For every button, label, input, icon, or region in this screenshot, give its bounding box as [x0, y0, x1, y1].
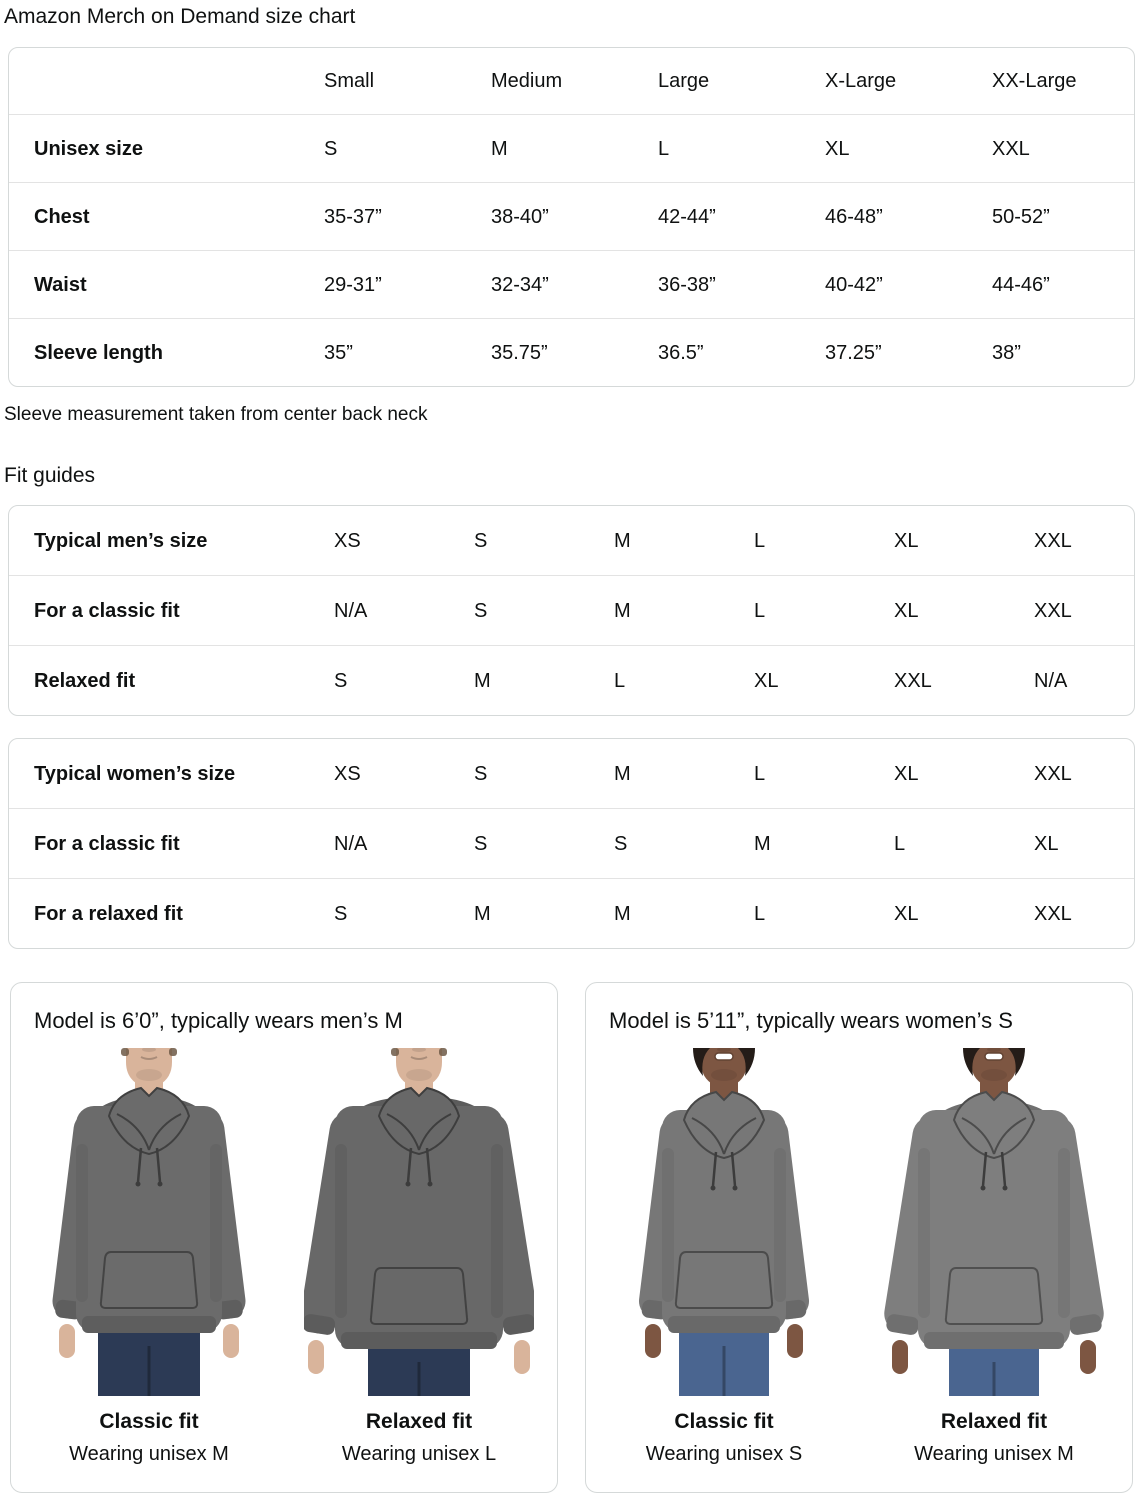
- wearing-label: Wearing unisex S: [645, 1443, 803, 1465]
- size-value: M: [614, 902, 631, 925]
- size-value: XL: [894, 902, 919, 925]
- model-photo-svg: [304, 1048, 534, 1396]
- size-value: S: [334, 902, 348, 925]
- model-cards: [10, 982, 1133, 1493]
- size-value: S: [474, 599, 488, 622]
- table-row: [9, 739, 1134, 808]
- table-row: [9, 575, 1134, 645]
- size-value: 50-52”: [992, 205, 1050, 228]
- size-value: S: [474, 762, 488, 785]
- size-value: XL: [894, 762, 919, 785]
- size-value: L: [754, 762, 766, 785]
- size-value: L: [754, 529, 766, 552]
- size-value: M: [614, 762, 631, 785]
- wearing-label: Wearing unisex M: [914, 1443, 1074, 1465]
- size-value: N/A: [334, 599, 368, 622]
- size-value: M: [474, 902, 491, 925]
- model-photo: [609, 1048, 839, 1396]
- model-figure: [606, 1048, 842, 1466]
- row-label: For a relaxed fit: [34, 902, 183, 925]
- size-value: 36-38”: [658, 273, 716, 296]
- mens-fit-guide-table: [8, 505, 1135, 716]
- size-value: 46-48”: [825, 205, 883, 228]
- table-row: [9, 114, 1134, 182]
- row-label: For a classic fit: [34, 599, 180, 622]
- size-value: XS: [334, 762, 361, 785]
- table-row: [9, 250, 1134, 318]
- table-row: [9, 318, 1134, 386]
- row-label: Relaxed fit: [34, 669, 136, 692]
- size-value: XXL: [1034, 529, 1072, 552]
- fit-label: Relaxed fit: [940, 1410, 1048, 1433]
- model-figures: [11, 1048, 557, 1466]
- table-row: [9, 645, 1134, 715]
- fit-label: Classic fit: [674, 1410, 774, 1433]
- size-value: XXL: [992, 137, 1030, 160]
- table-row: [9, 878, 1134, 948]
- mens-model-card: [10, 982, 558, 1493]
- row-label: Sleeve length: [34, 341, 163, 364]
- size-value: XL: [894, 599, 919, 622]
- size-value: S: [324, 137, 338, 160]
- table-row: [9, 808, 1134, 878]
- sleeve-measurement-note: Sleeve measurement taken from center back neck: [4, 404, 428, 425]
- size-value: M: [754, 832, 771, 855]
- model-figures: [586, 1048, 1132, 1466]
- model-photo-svg: [879, 1048, 1109, 1396]
- size-value: XXL: [1034, 902, 1072, 925]
- size-value: M: [474, 669, 491, 692]
- size-value: N/A: [1034, 669, 1068, 692]
- size-value: 38”: [992, 341, 1021, 364]
- column-header: XX-Large: [992, 70, 1077, 92]
- size-value: S: [614, 832, 628, 855]
- size-value: S: [334, 669, 348, 692]
- size-value: 29-31”: [324, 273, 382, 296]
- model-photo: [304, 1048, 534, 1396]
- size-value: XS: [334, 529, 361, 552]
- wearing-label: Wearing unisex M: [69, 1443, 229, 1465]
- size-value: XL: [825, 137, 850, 160]
- model-photo-svg: [34, 1048, 264, 1396]
- model-figure: [301, 1048, 537, 1466]
- column-header: Large: [658, 70, 710, 92]
- size-value: L: [614, 669, 626, 692]
- size-value: XL: [754, 669, 779, 692]
- size-chart-table: [8, 47, 1135, 387]
- size-value: S: [474, 832, 488, 855]
- fit-label: Relaxed fit: [365, 1410, 473, 1433]
- size-value: M: [614, 529, 631, 552]
- size-value: XXL: [894, 669, 932, 692]
- womens-fit-guide-table: [8, 738, 1135, 949]
- size-value: 42-44”: [658, 205, 716, 228]
- size-value: XXL: [1034, 599, 1072, 622]
- table-row: [9, 506, 1134, 575]
- model-photo: [34, 1048, 264, 1396]
- size-value: 40-42”: [825, 273, 883, 296]
- figure-caption: [301, 1410, 537, 1466]
- model-figure: [876, 1048, 1112, 1466]
- size-value: 35-37”: [324, 205, 382, 228]
- size-value: L: [754, 902, 766, 925]
- card-title: Model is 5’11”, typically wears women’s S: [609, 1008, 1013, 1033]
- fit-label: Classic fit: [99, 1410, 199, 1433]
- column-header: Small: [324, 70, 375, 92]
- womens-model-card: [585, 982, 1133, 1493]
- table-row: [9, 182, 1134, 250]
- row-label: Typical men’s size: [34, 529, 208, 552]
- size-value: XXL: [1034, 762, 1072, 785]
- size-value: M: [614, 599, 631, 622]
- size-value: 37.25”: [825, 341, 882, 364]
- size-value: S: [474, 529, 488, 552]
- size-value: XL: [894, 529, 919, 552]
- page-title: Amazon Merch on Demand size chart: [4, 5, 356, 28]
- row-label: Chest: [34, 205, 90, 228]
- size-value: 44-46”: [992, 273, 1050, 296]
- header-row: [9, 48, 1134, 114]
- model-photo: [879, 1048, 1109, 1396]
- size-value: 36.5”: [658, 341, 704, 364]
- size-value: L: [658, 137, 670, 160]
- size-value: 35.75”: [491, 341, 548, 364]
- size-value: M: [491, 137, 508, 160]
- row-label: Waist: [34, 273, 87, 296]
- figure-caption: [31, 1410, 267, 1466]
- size-value: 32-34”: [491, 273, 549, 296]
- row-label: For a classic fit: [34, 832, 180, 855]
- figure-caption: [606, 1410, 842, 1466]
- row-label: Typical women’s size: [34, 762, 236, 785]
- wearing-label: Wearing unisex L: [341, 1443, 497, 1465]
- model-photo-svg: [609, 1048, 839, 1396]
- fit-guides-heading: Fit guides: [4, 464, 96, 487]
- column-header: X-Large: [825, 70, 897, 92]
- size-value: L: [754, 599, 766, 622]
- size-value: 35”: [324, 341, 353, 364]
- size-value: N/A: [334, 832, 368, 855]
- column-header: Medium: [491, 70, 563, 92]
- model-figure: [31, 1048, 267, 1466]
- size-value: XL: [1034, 832, 1059, 855]
- card-title: Model is 6’0”, typically wears men’s M: [34, 1008, 403, 1033]
- size-value: L: [894, 832, 906, 855]
- size-value: 38-40”: [491, 205, 549, 228]
- figure-caption: [876, 1410, 1112, 1466]
- row-label: Unisex size: [34, 137, 143, 160]
